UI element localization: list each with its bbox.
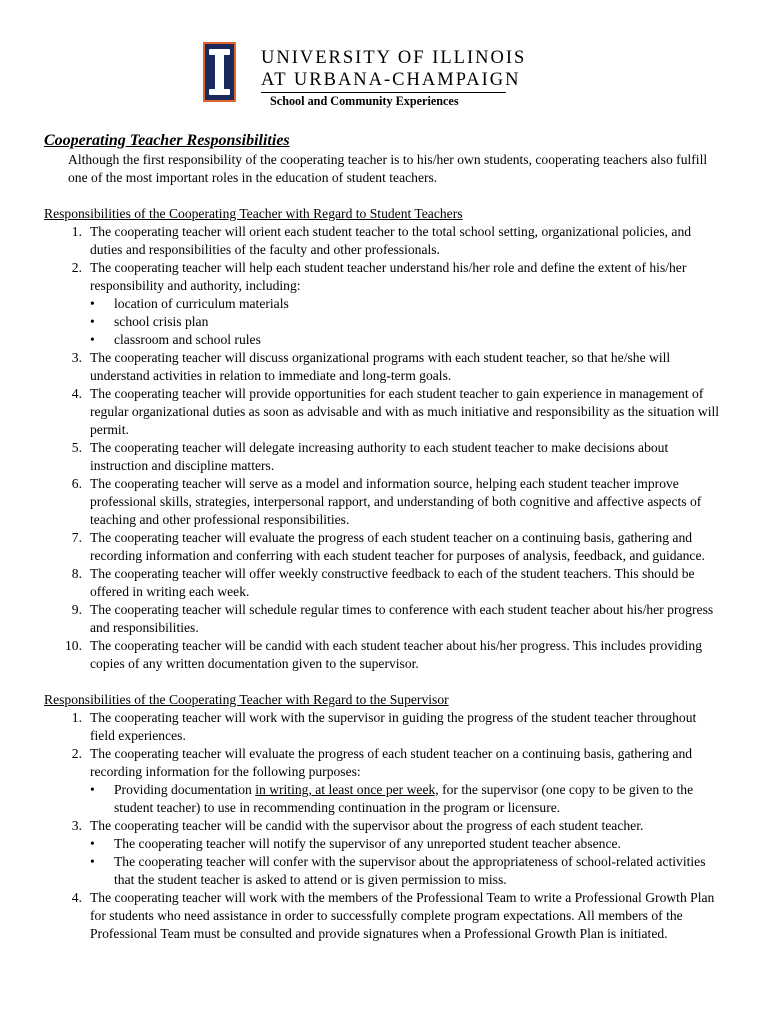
list-item — [44, 889, 724, 943]
bullet-text-end: for the supervisor (one copy to be given to the student teacher) to use in recommending continuation in the program or licensure. — [114, 782, 694, 815]
bullet-list — [90, 295, 724, 349]
item-number: 4. — [71, 890, 82, 905]
bullet-item — [90, 331, 724, 349]
item-text: The cooperating teacher will offer weekly constructive feedback to each of the student teachers. This should be offered in writing each week. — [90, 566, 695, 599]
item-number: 2. — [71, 260, 82, 275]
item-text: The cooperating teacher will serve as a model and information source, helping each student teacher improve professional skills, strategies, interpersonal rapport, and understanding of both cognitive and affective aspects of teaching and other professional responsibilities. — [90, 476, 702, 527]
list-item — [44, 439, 724, 475]
item-number: 8. — [71, 566, 82, 581]
item-text: The cooperating teacher will be candid with each student teacher about his/her progress. This includes providing copies of any written documentation given to the supervisor. — [90, 638, 703, 671]
section-heading-supervisor: Responsibilities of the Cooperating Teacher with Regard to the Supervisor — [44, 692, 449, 707]
university-i-logo — [203, 42, 236, 102]
item-text: The cooperating teacher will help each student teacher understand his/her role and define the extent of his/her responsibility and authority, including: — [90, 260, 687, 293]
bullet-text: location of curriculum materials — [114, 296, 289, 311]
item-number: 1. — [71, 710, 82, 725]
list-item — [44, 601, 724, 637]
bullet-list — [90, 835, 724, 889]
bullet-text-underlined: in writing, at least once per week, — [255, 782, 439, 797]
bullet-text: The cooperating teacher will confer with the supervisor about the appropriateness of school-related activities that the student teacher is asked to attend or is given permission to miss. — [114, 854, 706, 887]
unit-name: School and Community Experiences — [270, 94, 459, 108]
item-text: The cooperating teacher will discuss organizational programs with each student teacher, so that he/she will understand activities in relation to immediate and long-term goals. — [90, 350, 671, 383]
student-teacher-responsibilities-list — [44, 223, 724, 673]
bullet-item — [90, 313, 724, 331]
list-item — [44, 817, 724, 889]
list-item — [44, 349, 724, 385]
item-number: 7. — [71, 530, 82, 545]
list-item — [44, 529, 724, 565]
item-text: The cooperating teacher will provide opportunities for each student teacher to gain experience in management of regular organizational duties as soon as advisable and with as much initiative and responsibility as the situation will permit. — [90, 386, 720, 437]
intro-paragraph: Although the first responsibility of the cooperating teacher is to his/her own students, cooperating teachers also fulfill one of the most important roles in the education of student teachers. — [68, 152, 708, 185]
bullet-item — [90, 295, 724, 313]
list-item — [44, 223, 724, 259]
supervisor-responsibilities-list — [44, 709, 724, 943]
item-text: The cooperating teacher will orient each student teacher to the total school setting, organizational policies, and duties and responsibilities of the faculty and other professionals. — [90, 224, 692, 257]
bullet-item — [90, 781, 724, 817]
item-number: 4. — [71, 386, 82, 401]
university-name-line-2: AT URBANA-CHAMPAIGN — [261, 70, 521, 90]
item-text: The cooperating teacher will evaluate the progress of each student teacher on a continuing basis, gathering and recording information and conferring with each student teacher for purposes of analysis, feedback, and guidance. — [90, 530, 705, 563]
item-number: 5. — [71, 440, 82, 455]
bullet-icon: • — [90, 854, 95, 869]
bullet-icon: • — [90, 782, 95, 797]
list-item — [44, 259, 724, 349]
item-number: 2. — [71, 746, 82, 761]
item-number: 3. — [71, 818, 82, 833]
bullet-icon: • — [90, 332, 95, 347]
item-number: 6. — [71, 476, 82, 491]
bullet-item — [90, 853, 724, 889]
item-number: 3. — [71, 350, 82, 365]
item-text: The cooperating teacher will schedule regular times to conference with each student teacher about his/her progress and responsibilities. — [90, 602, 714, 635]
bullet-text: The cooperating teacher will notify the supervisor of any unreported student teacher absence. — [114, 836, 621, 851]
item-text: The cooperating teacher will work with the supervisor in guiding the progress of the student teacher throughout field experiences. — [90, 710, 697, 743]
list-item — [44, 565, 724, 601]
bullet-item — [90, 835, 724, 853]
document-title: Cooperating Teacher Responsibilities — [44, 132, 290, 149]
item-number: 9. — [71, 602, 82, 617]
letterhead — [203, 42, 527, 112]
section-heading-student-teachers: Responsibilities of the Cooperating Teacher with Regard to Student Teachers — [44, 206, 463, 221]
bullet-list — [90, 781, 724, 817]
list-item — [44, 385, 724, 439]
item-text: The cooperating teacher will delegate increasing authority to each student teacher to make decisions about instruction and discipline matters. — [90, 440, 669, 473]
list-item — [44, 637, 724, 673]
list-item — [44, 475, 724, 529]
bullet-text: school crisis plan — [114, 314, 209, 329]
document-body — [44, 131, 724, 943]
university-name-line-1: UNIVERSITY OF ILLINOIS — [261, 48, 527, 68]
list-item — [44, 745, 724, 817]
bullet-text: classroom and school rules — [114, 332, 261, 347]
bullet-icon: • — [90, 836, 95, 851]
item-number: 10. — [65, 638, 82, 653]
item-text: The cooperating teacher will evaluate the progress of each student teacher on a continuing basis, gathering and recording information for the following purposes: — [90, 746, 693, 779]
list-item — [44, 709, 724, 745]
bullet-text-start: Providing documentation — [114, 782, 256, 797]
bullet-icon: • — [90, 296, 95, 311]
item-text: The cooperating teacher will be candid with the supervisor about the progress of each student teacher. — [90, 818, 644, 833]
item-text: The cooperating teacher will work with the members of the Professional Team to write a Professional Growth Plan for students who need assistance in order to successfully complete program expectations. All members of the Professional Team must be consulted and provide signatures when a Professional Growth Plan is initiated. — [90, 890, 715, 941]
item-number: 1. — [71, 224, 82, 239]
bullet-icon: • — [90, 314, 95, 329]
